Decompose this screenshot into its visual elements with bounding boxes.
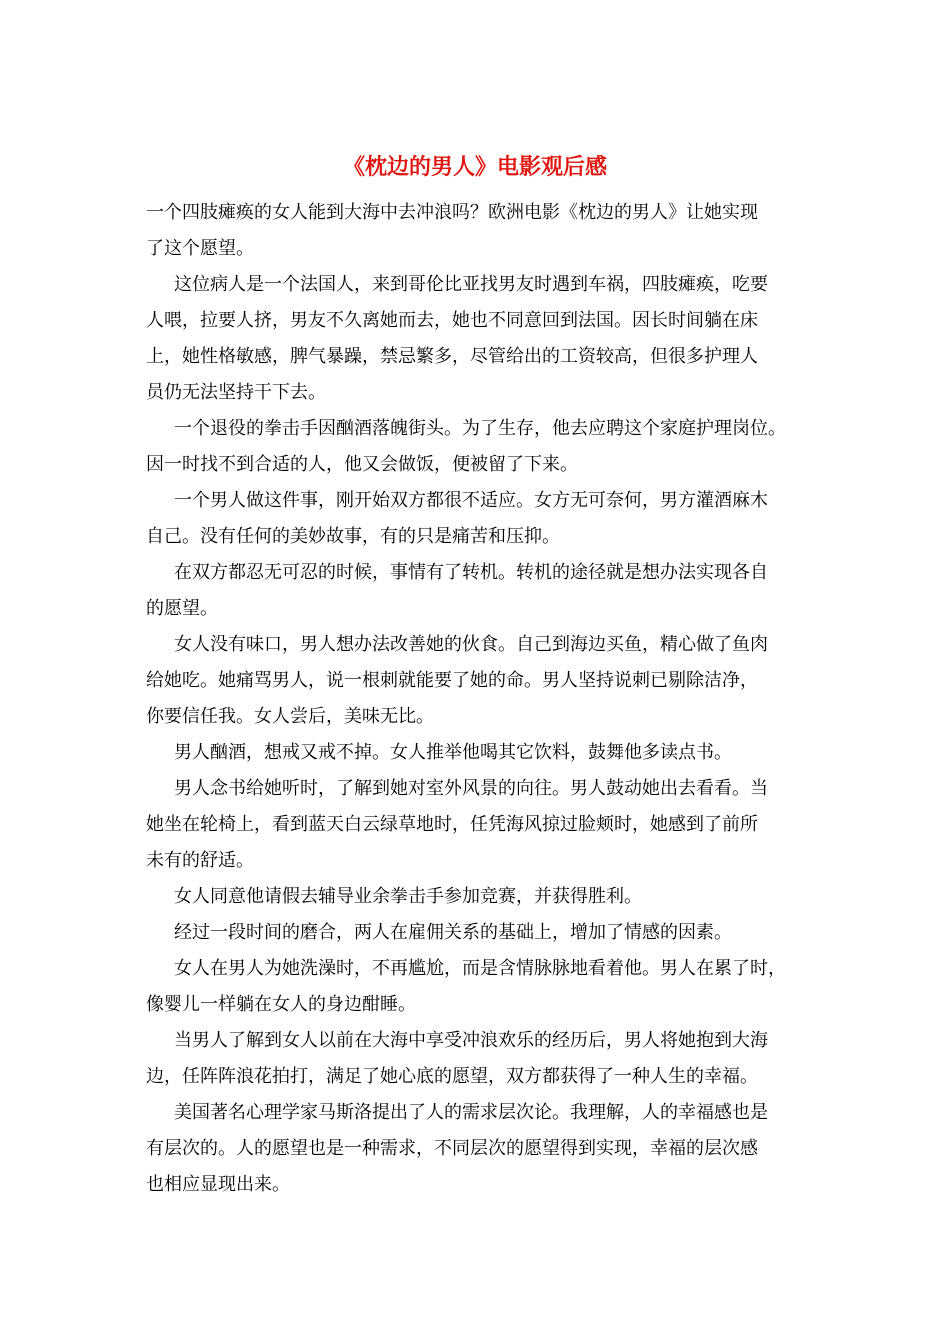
paragraph-line: 当男人了解到女人以前在大海中享受冲浪欢乐的经历后，男人将她抱到大海 [174, 1030, 768, 1051]
paragraph-line: 边，任阵阵浪花拍打，满足了她心底的愿望，双方都获得了一种人生的幸福。 [146, 1066, 758, 1087]
body-paragraph [146, 555, 818, 627]
paragraph-line: 这位病人是一个法国人，来到哥伦比亚找男友时遇到车祸，四肢瘫痪，吃要 [174, 274, 768, 295]
body-paragraph [146, 915, 818, 951]
body-paragraph [146, 951, 818, 1023]
paragraph-line: 男人酗酒，想戒又戒不掉。女人推举他喝其它饮料，鼓舞他多读点书。 [174, 742, 732, 763]
document-body [146, 195, 818, 1203]
document-title: 《枕边的男人》电影观后感 [342, 154, 607, 180]
paragraph-line: 的愿望。 [146, 598, 218, 619]
paragraph-line: 一个男人做这件事，刚开始双方都很不适应。女方无可奈何，男方灌酒麻木 [174, 490, 768, 511]
paragraph-line: 了这个愿望。 [146, 238, 254, 259]
body-paragraph [146, 195, 818, 267]
paragraph-line: 一个四肢瘫痪的女人能到大海中去冲浪吗？欧洲电影《枕边的男人》让她实现 [146, 202, 758, 223]
paragraph-line: 她坐在轮椅上，看到蓝天白云绿草地时，任凭海风掠过脸颊时，她感到了前所 [146, 814, 758, 835]
body-paragraph [146, 1023, 818, 1095]
body-paragraph [146, 483, 818, 555]
paragraph-line: 女人没有味口，男人想办法改善她的伙食。自己到海边买鱼，精心做了鱼肉 [174, 634, 768, 655]
body-paragraph [146, 411, 818, 483]
paragraph-line: 男人念书给她听时，了解到她对室外风景的向往。男人鼓动她出去看看。当 [174, 778, 768, 799]
paragraph-line: 经过一段时间的磨合，两人在雇佣关系的基础上，增加了情感的因素。 [174, 922, 732, 943]
paragraph-line: 未有的舒适。 [146, 850, 254, 871]
paragraph-line: 自己。没有任何的美妙故事，有的只是痛苦和压抑。 [146, 526, 560, 547]
paragraph-line: 像婴儿一样躺在女人的身边酣睡。 [146, 994, 416, 1015]
paragraph-line: 因一时找不到合适的人，他又会做饭，便被留了下来。 [146, 454, 578, 475]
paragraph-line: 也相应显现出来。 [146, 1174, 290, 1195]
paragraph-line: 人喂，拉要人挤，男友不久离她而去，她也不同意回到法国。因长时间躺在床 [146, 310, 758, 331]
paragraph-line: 在双方都忍无可忍的时候，事情有了转机。转机的途径就是想办法实现各自 [174, 562, 768, 583]
body-paragraph [146, 1095, 818, 1203]
paragraph-line: 你要信任我。女人尝后，美味无比。 [146, 706, 434, 727]
paragraph-line: 给她吃。她痛骂男人，说一根刺就能要了她的命。男人坚持说刺已剔除洁净， [146, 670, 758, 691]
body-paragraph [146, 879, 818, 915]
paragraph-line: 一个退役的拳击手因酗酒落魄街头。为了生存，他去应聘这个家庭护理岗位。 [174, 418, 786, 439]
body-paragraph [146, 267, 818, 411]
body-paragraph [146, 627, 818, 735]
paragraph-line: 上，她性格敏感，脾气暴躁，禁忌繁多，尽管给出的工资较高，但很多护理人 [146, 346, 758, 367]
paragraph-line: 美国著名心理学家马斯洛提出了人的需求层次论。我理解，人的幸福感也是 [174, 1102, 768, 1123]
paragraph-line: 女人同意他请假去辅导业余拳击手参加竞赛，并获得胜利。 [174, 886, 642, 907]
body-paragraph [146, 735, 818, 771]
body-paragraph [146, 771, 818, 879]
paragraph-line: 女人在男人为她洗澡时，不再尴尬，而是含情脉脉地看着他。男人在累了时， [174, 958, 786, 979]
paragraph-line: 员仍无法坚持干下去。 [146, 382, 326, 403]
paragraph-line: 有层次的。人的愿望也是一种需求，不同层次的愿望得到实现，幸福的层次感 [146, 1138, 758, 1159]
